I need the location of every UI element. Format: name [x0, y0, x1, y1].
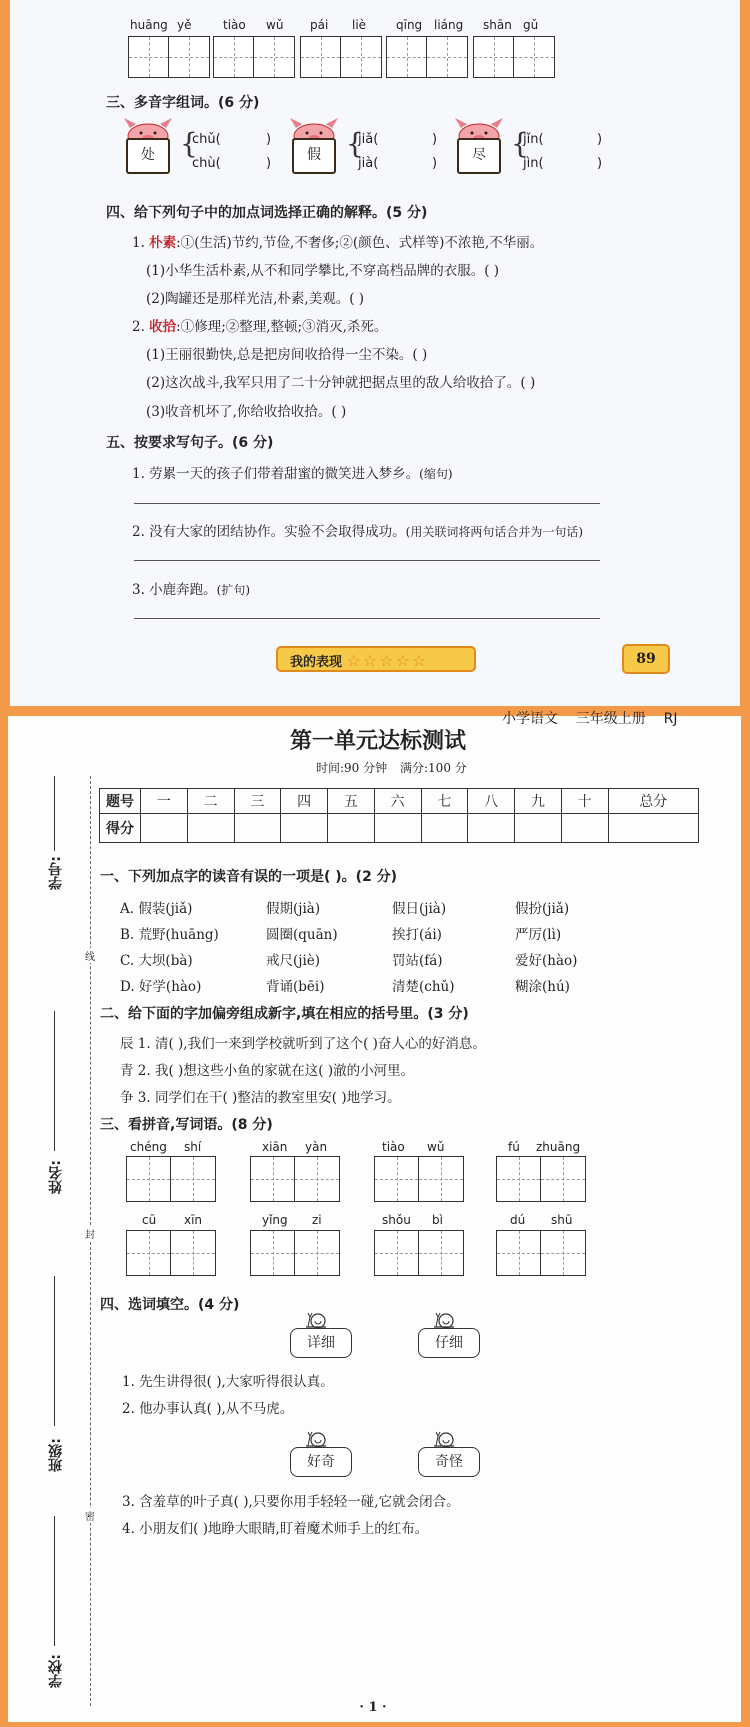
score-cell[interactable] [374, 814, 421, 843]
pinyin: zhuāng [536, 1140, 581, 1154]
pinyin: qīng [396, 18, 423, 32]
polyphone-char: 假 [292, 138, 336, 174]
pinyin: cū [142, 1213, 157, 1227]
close-paren: ) [597, 132, 603, 147]
score-cell[interactable] [515, 814, 562, 843]
pig-icon [288, 118, 340, 176]
question-1-title: 一、下列加点字的读音有误的一项是( )。(2 分) [100, 869, 398, 885]
question-2-title: 二、给下面的字加偏旁组成新字,填在相应的括号里。(3 分) [100, 1006, 469, 1022]
writing-grid[interactable] [250, 1230, 340, 1276]
question: 3. 小鹿奔跑。(扩句) [132, 582, 251, 598]
definition-line: 1. 朴素:①(生活)节约,节俭,不奢侈;②(颜色、式样等)不浓艳,不华丽。 [132, 235, 544, 251]
star-rating: ☆☆☆☆☆ [346, 651, 429, 670]
seal-char: 线 [85, 948, 95, 963]
key-word: 收拾 [149, 319, 177, 335]
page-number: 89 [622, 644, 670, 674]
question-line: 辰 1. 清( ),我们一来到学校就听到了这个( )奋人心的好消息。 [120, 1036, 486, 1052]
option-item: C. 大坝(bà) [120, 953, 193, 969]
pinyin: wǔ [427, 1140, 445, 1154]
score-cell[interactable] [608, 814, 699, 843]
pinyin: yǐng [262, 1213, 288, 1227]
question-line: 青 2. 我( )想这些小鱼的家就在这( )澈的小河里。 [120, 1063, 415, 1079]
writing-grid[interactable] [473, 36, 555, 78]
score-cell[interactable] [234, 814, 281, 843]
pinyin: gǔ [523, 18, 539, 32]
pinyin: tiào [382, 1140, 405, 1154]
option-item: 假日(jià) [392, 901, 447, 917]
column-header: 六 [374, 789, 421, 814]
table-row [100, 789, 699, 814]
reading-1: jǐn( [523, 132, 544, 147]
option-item: 假期(jià) [266, 901, 321, 917]
option-item: 糊涂(hú) [515, 979, 570, 995]
student-id-label: 学号: [48, 856, 64, 890]
definition-line: 2. 收拾:①修理;②整理,整顿;③消灭,杀死。 [132, 319, 388, 335]
class-label: 班级: [48, 1438, 64, 1472]
close-paren: ) [597, 156, 603, 171]
brace: { [180, 127, 198, 160]
option-item: B. 荒野(huāng) [120, 927, 219, 943]
question-4-title: 四、选词填空。(4 分) [100, 1297, 240, 1313]
close-paren: ) [432, 132, 438, 147]
brace: { [511, 127, 529, 160]
test-page [8, 711, 741, 1722]
fill-sentence: 2. 他办事认真( ),从不马虎。 [122, 1401, 294, 1417]
close-paren: ) [266, 156, 272, 171]
option-item: 戒尺(jiè) [266, 953, 321, 969]
word-option: 仔细 [418, 1328, 480, 1358]
pinyin: zi [312, 1213, 322, 1227]
pinyin: pái [310, 18, 329, 32]
pinyin: wǔ [266, 18, 284, 32]
writing-grid[interactable] [128, 36, 210, 78]
writing-grid[interactable] [386, 36, 468, 78]
writing-grid[interactable] [300, 36, 382, 78]
sentence: (1)小华生活朴素,从不和同学攀比,不穿高档品牌的衣服。( ) [146, 263, 500, 279]
fill-sentence: 3. 含羞草的叶子真( ),只要你用手轻轻一碰,它就会闭合。 [122, 1494, 460, 1510]
question-3-title: 三、看拼音,写词语。(8 分) [100, 1117, 273, 1133]
pinyin: tiào [223, 18, 246, 32]
reading-2: chù( [192, 156, 221, 171]
pinyin: shū [551, 1213, 573, 1227]
full-score: 满分:100 分 [400, 761, 467, 775]
close-paren: ) [432, 156, 438, 171]
score-cell[interactable] [561, 814, 608, 843]
previous-page [10, 0, 740, 706]
column-header: 五 [328, 789, 375, 814]
column-header: 八 [468, 789, 515, 814]
pinyin: huāng [130, 18, 168, 32]
question-line: 争 3. 同学们在干( )整洁的教室里安( )地学习。 [120, 1090, 401, 1106]
field-line[interactable] [54, 1516, 55, 1646]
pinyin: chéng [130, 1140, 167, 1154]
sentence: (2)陶罐还是那样光洁,朴素,美观。( ) [146, 291, 365, 307]
reading-1: chǔ( [192, 132, 221, 147]
table-row [100, 814, 699, 843]
page-title: 第一单元达标测试 [289, 728, 466, 754]
pig-icon [122, 118, 174, 176]
score-cell[interactable] [187, 814, 234, 843]
question: 1. 劳累一天的孩子们带着甜蜜的微笑进入梦乡。(缩句) [132, 466, 453, 482]
field-line[interactable] [54, 1011, 55, 1151]
word-option: 好奇 [290, 1447, 352, 1477]
time-limit: 时间:90 分钟 [316, 761, 388, 775]
sentence: (1)王丽很勤快,总是把房间收拾得一尘不染。( ) [146, 347, 428, 363]
fill-sentence: 4. 小朋友们( )地睁大眼睛,盯着魔术师手上的红布。 [122, 1521, 429, 1537]
score-table [99, 788, 699, 843]
seal-char: 密 [85, 1508, 95, 1523]
pinyin: yě [177, 18, 192, 32]
reading-2: jìn( [523, 156, 544, 171]
performance-badge: 我的表现 ☆☆☆☆☆ [276, 646, 476, 672]
column-header: 总分 [608, 789, 699, 814]
school-label: 学校: [48, 1654, 64, 1688]
column-header: 九 [515, 789, 562, 814]
writing-grid[interactable] [126, 1230, 216, 1276]
score-cell[interactable] [328, 814, 375, 843]
column-header: 一 [141, 789, 188, 814]
column-header: 四 [281, 789, 328, 814]
section-5-title: 五、按要求写句子。(6 分) [106, 435, 274, 451]
column-header: 三 [234, 789, 281, 814]
score-cell[interactable] [421, 814, 468, 843]
pinyin: dú [510, 1213, 526, 1227]
pinyin: fú [508, 1140, 520, 1154]
close-paren: ) [266, 132, 272, 147]
pinyin: shǒu [382, 1213, 411, 1227]
option-item: D. 好学(hào) [120, 979, 202, 995]
word-option: 详细 [290, 1328, 352, 1358]
writing-grid[interactable] [374, 1156, 464, 1202]
pinyin: xīn [184, 1213, 203, 1227]
row-label: 题号 [100, 789, 141, 814]
polyphone-char: 处 [126, 138, 170, 174]
writing-grid[interactable] [250, 1156, 340, 1202]
writing-grid[interactable] [126, 1156, 216, 1202]
pinyin: shān [483, 18, 512, 32]
score-cell[interactable] [141, 814, 188, 843]
option-item: 清楚(chǔ) [392, 979, 455, 995]
writing-grid[interactable] [374, 1230, 464, 1276]
pinyin: liáng [434, 18, 464, 32]
section-4-title: 四、给下列句子中的加点词选择正确的解释。(5 分) [106, 205, 428, 221]
writing-grid[interactable] [213, 36, 295, 78]
sentence: (2)这次战斗,我军只用了二十分钟就把据点里的敌人给收拾了。( ) [146, 375, 536, 391]
section-3-title: 三、多音字组词。(6 分) [106, 95, 260, 111]
pinyin: bì [432, 1213, 443, 1227]
pig-icon [453, 118, 505, 176]
column-header: 七 [421, 789, 468, 814]
header-book-info: 小学语文 三年级上册 RJ [502, 711, 678, 727]
pinyin: shí [184, 1140, 202, 1154]
name-label: 姓名: [48, 1160, 64, 1194]
option-item: 假扮(jiǎ) [515, 901, 570, 917]
pinyin: yàn [305, 1140, 328, 1154]
option-item: 圆圈(quān) [266, 927, 338, 943]
option-item: 严厉(lì) [515, 927, 562, 943]
column-header: 十 [561, 789, 608, 814]
answer-line[interactable] [134, 560, 600, 561]
polyphone-char: 尽 [457, 138, 501, 174]
option-item: A. 假装(jiǎ) [120, 901, 193, 917]
fill-sentence: 1. 先生讲得很( ),大家听得很认真。 [122, 1374, 334, 1390]
option-item: 爱好(hào) [515, 953, 578, 969]
option-item: 背诵(bēi) [266, 979, 325, 995]
sentence: (3)收音机坏了,你给收拾收拾。( ) [146, 404, 347, 420]
writing-grid[interactable] [496, 1156, 586, 1202]
page-number: · 1 · [359, 1700, 387, 1715]
score-cell[interactable] [468, 814, 515, 843]
column-header: 二 [187, 789, 234, 814]
question: 2. 没有大家的团结协作。实验不会取得成功。(用关联词将两句话合并为一句话) [132, 524, 584, 540]
score-cell[interactable] [281, 814, 328, 843]
pinyin: xiān [262, 1140, 288, 1154]
reading-1: jiǎ( [358, 132, 379, 147]
key-word: 朴素 [149, 235, 177, 251]
field-line[interactable] [54, 776, 55, 851]
word-option: 奇怪 [418, 1447, 480, 1477]
option-item: 罚站(fá) [392, 953, 443, 969]
binding-line [90, 776, 91, 1706]
writing-grid[interactable] [496, 1230, 586, 1276]
seal-char: 封 [85, 1226, 95, 1241]
row-label: 得分 [100, 814, 141, 843]
brace: { [346, 127, 364, 160]
field-line[interactable] [54, 1276, 55, 1426]
answer-line[interactable] [134, 618, 600, 619]
reading-2: jià( [358, 156, 379, 171]
answer-line[interactable] [134, 503, 600, 504]
option-item: 挨打(ái) [392, 927, 442, 943]
pinyin: liè [352, 18, 367, 32]
